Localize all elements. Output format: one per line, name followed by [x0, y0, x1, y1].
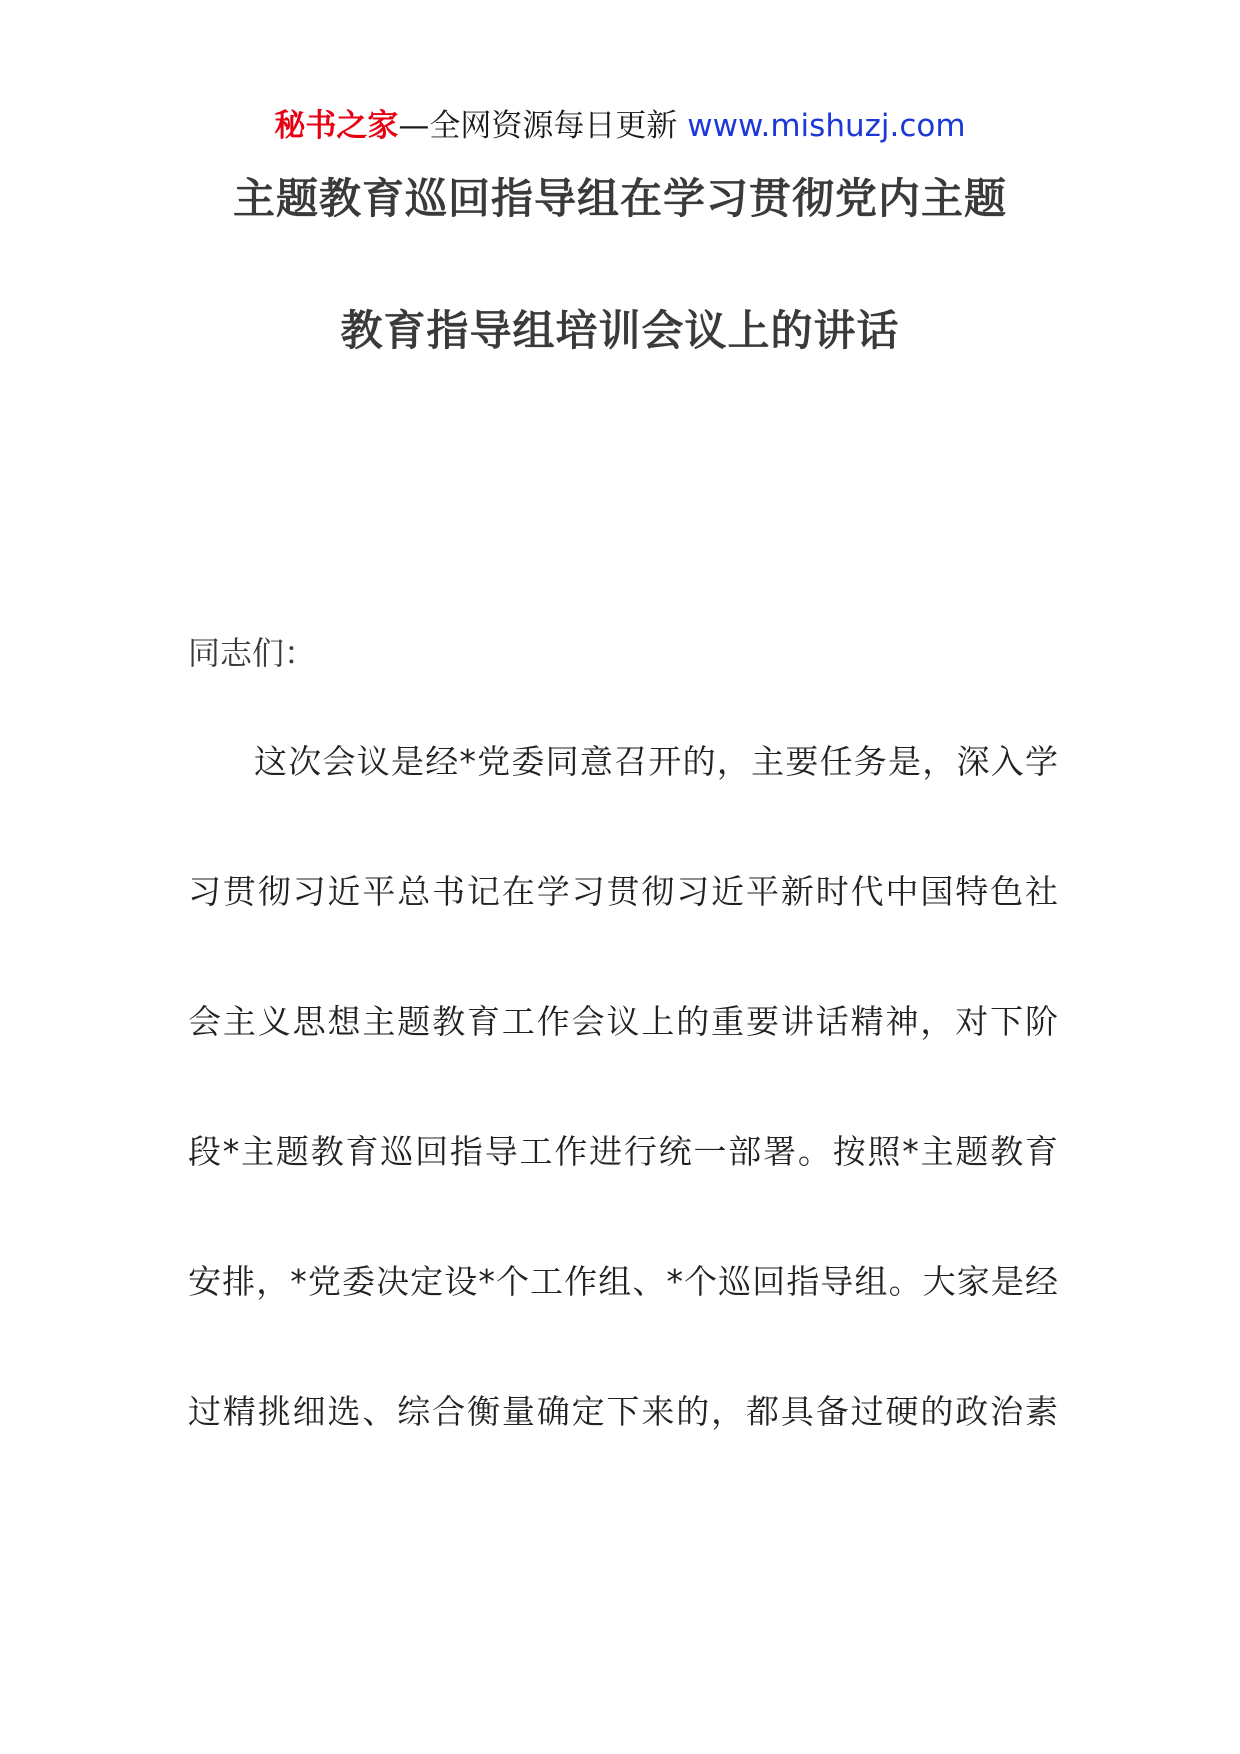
site-url-link[interactable]: www.mishuzj.com [687, 108, 966, 144]
document-title-line-1: 主题教育巡回指导组在学习贯彻党内主题 [232, 174, 1007, 223]
salutation: 同志们： [188, 634, 317, 672]
paragraph-line: 段*主题教育巡回指导工作进行统一部署。按照*主题教育 [188, 1132, 1058, 1171]
paragraph-line: 习贯彻习近平总书记在学习贯彻习近平新时代中国特色社 [188, 872, 1058, 911]
paragraph-line: 过精挑细选、综合衡量确定下来的，都具备过硬的政治素 [188, 1392, 1058, 1431]
document-title-line-2: 教育指导组培训会议上的讲话 [340, 306, 900, 355]
site-tagline: —全网资源每日更新 [398, 108, 678, 144]
paragraph-line: 会主义思想主题教育工作会议上的重要讲话精神，对下阶 [188, 1002, 1058, 1041]
site-header [0, 104, 1240, 148]
paragraph-line: 这次会议是经*党委同意召开的，主要任务是，深入学 [254, 742, 1058, 781]
site-brand: 秘书之家 [274, 108, 399, 144]
paragraph-line: 安排，*党委决定设*个工作组、*个巡回指导组。大家是经 [188, 1262, 1058, 1301]
